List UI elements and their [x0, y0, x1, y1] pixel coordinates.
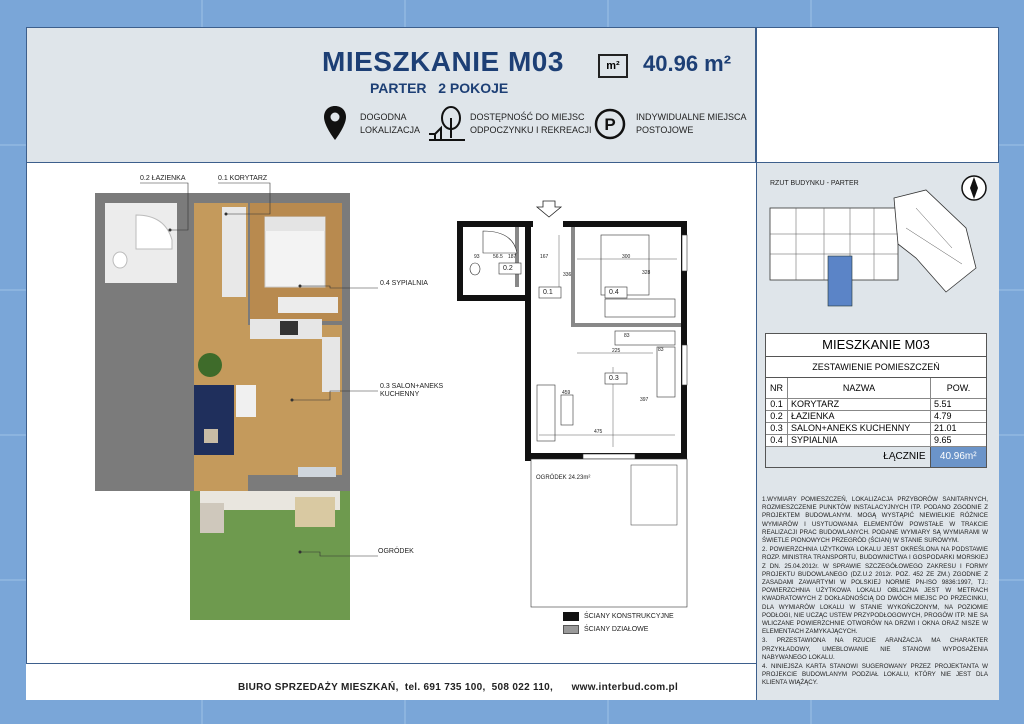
note-1: 1.WYMIARY POMIESZCZEŃ, LOKALIZACJA PRZYBORÓW SANITARNYCH, ROZMIESZCZENIE PUNKTÓW INSTALACYJNYCH ITP. PODANO ZGODNIE Z PROJEKTEM BUDOWLANYM. MOGĄ WYSTĄPIĆ NIEWIELKIE RÓŻNICE WYMIARÓW I USYTUOWANIA ELEMENTÓW POWSTAŁE W TRAKCIE REALIZACJI PRAC BUDOWLANYCH. PODANE WYMIARY SĄ WYMIARAMI W ŚWIETLE PIONOWYCH PRZEGRÓD (ŚCIAN) W STANIE SUROWYM.	[762, 496, 988, 545]
dim-187: 187	[508, 254, 517, 260]
building-key-plan	[766, 188, 986, 308]
label-ogrodek: OGRÓDEK	[378, 548, 414, 555]
room-number-0-4: 0.4	[609, 289, 619, 296]
label-salon-line2: KUCHENNY	[380, 391, 420, 398]
legend-structural-label: ŚCIANY KONSTRUKCYJNE	[584, 613, 674, 620]
feature-location-line1: DOGODNA	[360, 112, 407, 122]
legend-structural-swatch	[563, 612, 579, 621]
dim-83a: 83	[624, 333, 630, 339]
table-cell-area: 4.79	[934, 411, 952, 421]
dim-328: 328	[642, 270, 651, 276]
table-cell-nr: 0.4	[766, 435, 788, 446]
note-4: 4. NINIEJSZA KARTA STANOWI SUGEROWANY PRZEZ PROJEKTANTA W PROJEKCIE BUDOWLANYM PODZIAŁ LOKALU, KTÓRY NIE JEST DLA KLIENTA WIĄŻĄCY.	[762, 663, 988, 687]
table-cell-nr: 0.2	[766, 411, 788, 422]
key-plan-title: RZUT BUDYNKU - PARTER	[770, 180, 859, 187]
room-number-0-2: 0.2	[503, 265, 513, 272]
label-korytarz: 0.1 KORYTARZ	[218, 175, 268, 182]
table-total-value: 40.96m²	[930, 447, 986, 467]
table-cell-name: SYPIALNIA	[788, 435, 931, 446]
header-right-panel	[756, 27, 999, 163]
dim-225: 225	[612, 348, 621, 354]
table-cell-nr: 0.3	[766, 423, 788, 434]
dim-475: 475	[594, 429, 603, 435]
table-row	[766, 435, 986, 447]
room-number-0-1: 0.1	[543, 289, 553, 296]
room-table	[765, 333, 987, 468]
room-number-0-3: 0.3	[609, 375, 619, 382]
feature-parking-line1: INDYWIDUALNE MIEJSCA	[636, 112, 747, 122]
table-header-nr: NR	[766, 378, 788, 398]
table-total-label: ŁĄCZNIE	[883, 451, 926, 462]
table-cell-name: KORYTARZ	[788, 399, 931, 410]
table-header-nazwa: NAZWA	[788, 378, 931, 398]
feature-recreation-line1: DOSTĘPNOŚĆ DO MIEJSC	[470, 112, 585, 122]
legend-partition-label: ŚCIANY DZIAŁOWE	[584, 626, 649, 633]
floor-plan	[455, 195, 695, 615]
area-icon: m²	[598, 54, 628, 78]
table-header-row	[766, 378, 986, 399]
label-lazienka: 0.2 ŁAZIENKA	[140, 175, 186, 182]
dim-167: 167	[540, 254, 549, 260]
feature-recreation-line2: ODPOCZYNKU I REKREACJI	[470, 125, 592, 135]
table-row	[766, 399, 986, 411]
label-salon-line1: 0.3 SALON+ANEKS	[380, 383, 444, 390]
dim-56-5: 56.5	[493, 254, 503, 260]
table-cell-name: SALON+ANEKS KUCHENNY	[788, 423, 931, 434]
table-cell-name: ŁAZIENKA	[788, 411, 931, 422]
dim-93: 93	[474, 254, 480, 260]
label-sypialnia: 0.4 SYPIALNIA	[380, 280, 428, 287]
footer-contact: BIURO SPRZEDAŻY MIESZKAŃ, tel. 691 735 100, 508 022 110, www.interbud.com.pl	[238, 682, 679, 693]
table-title: MIESZKANIE M03	[766, 334, 986, 357]
notes	[762, 496, 988, 689]
apartment-title: MIESZKANIE M03	[322, 46, 564, 77]
note-3: 3. PRZESTAWIONA NA RZUCIE ARANŻACJA MA CHARAKTER PRZYKŁADOWY, UMEBLOWANIE NIE STANOWI WYPOSAŻENIA NABYWANEGO LOKALU.	[762, 637, 988, 661]
table-row	[766, 423, 986, 435]
feature-location-line2: LOKALIZACJA	[360, 125, 421, 135]
dim-459: 459	[562, 390, 571, 396]
dim-83b: 83	[658, 347, 664, 353]
dim-300: 300	[622, 254, 631, 260]
feature-parking-line2: POSTOJOWE	[636, 125, 694, 135]
table-cell-nr: 0.1	[766, 399, 788, 410]
dim-397: 397	[640, 397, 649, 403]
svg-text:P: P	[604, 115, 616, 134]
legend-partition-swatch	[563, 625, 579, 634]
dim-336: 336	[563, 272, 572, 278]
note-2: 2. POWIERZCHNIA UŻYTKOWA LOKALU JEST OKREŚLONA NA PODSTAWIE ROZP. MINISTRA TRANSPORTU, BUDOWNICTWA I GOSPODARKI MORSKIEJ Z DN. 25.04.2012r. W SPRAWIE SZCZEGÓŁOWEGO ZAKRESU I FORMY PROJEKTU BUDOWLANEGO (DZ.U.2 2012r. POZ. 452 ZE ZM.) ZGODNIE Z ZASADAMI ZAWARTYMI W POLSKIEJ NORMIE PN-ISO 9836:1997, TJ.: POWIERZCHNIA UŻYTKOWA LOKALU OBLICZNA JEST W METRACH KWADRATOWYCH Z DOKŁADNOŚCIĄ DO DWÓCH MIEJSC PO PRZECINKU, DLA WYMIARÓW LOKALU W STANIE WYKOŃCZONYM, NA POZIOMIE PODŁOGI, NIE UCZĄC USTEW PRZYPODŁOGOWYCH, PROGÓW ITP. NIE SA WLICZANE POWIERZCHNIE OTWORÓW NA DRZWI I OKNA ORAZ NISZE W ELEMENTACH ZAMYKAJĄCYCH.	[762, 546, 988, 636]
table-cell-area: 5.51	[934, 399, 952, 409]
table-header-pow: POW.	[946, 383, 971, 393]
table-subtitle: ZESTAWIENIE POMIESZCZEŃ	[766, 357, 986, 378]
apartment-area: 40.96 m²	[643, 51, 732, 76]
table-total-row	[766, 447, 986, 467]
table-cell-area: 21.01	[934, 423, 957, 433]
garden-area: OGRÓDEK 24.23m²	[536, 475, 591, 481]
table-cell-area: 9.65	[934, 435, 952, 445]
table-row	[766, 411, 986, 423]
apartment-subtitle: PARTER 2 POKOJE	[370, 80, 509, 96]
